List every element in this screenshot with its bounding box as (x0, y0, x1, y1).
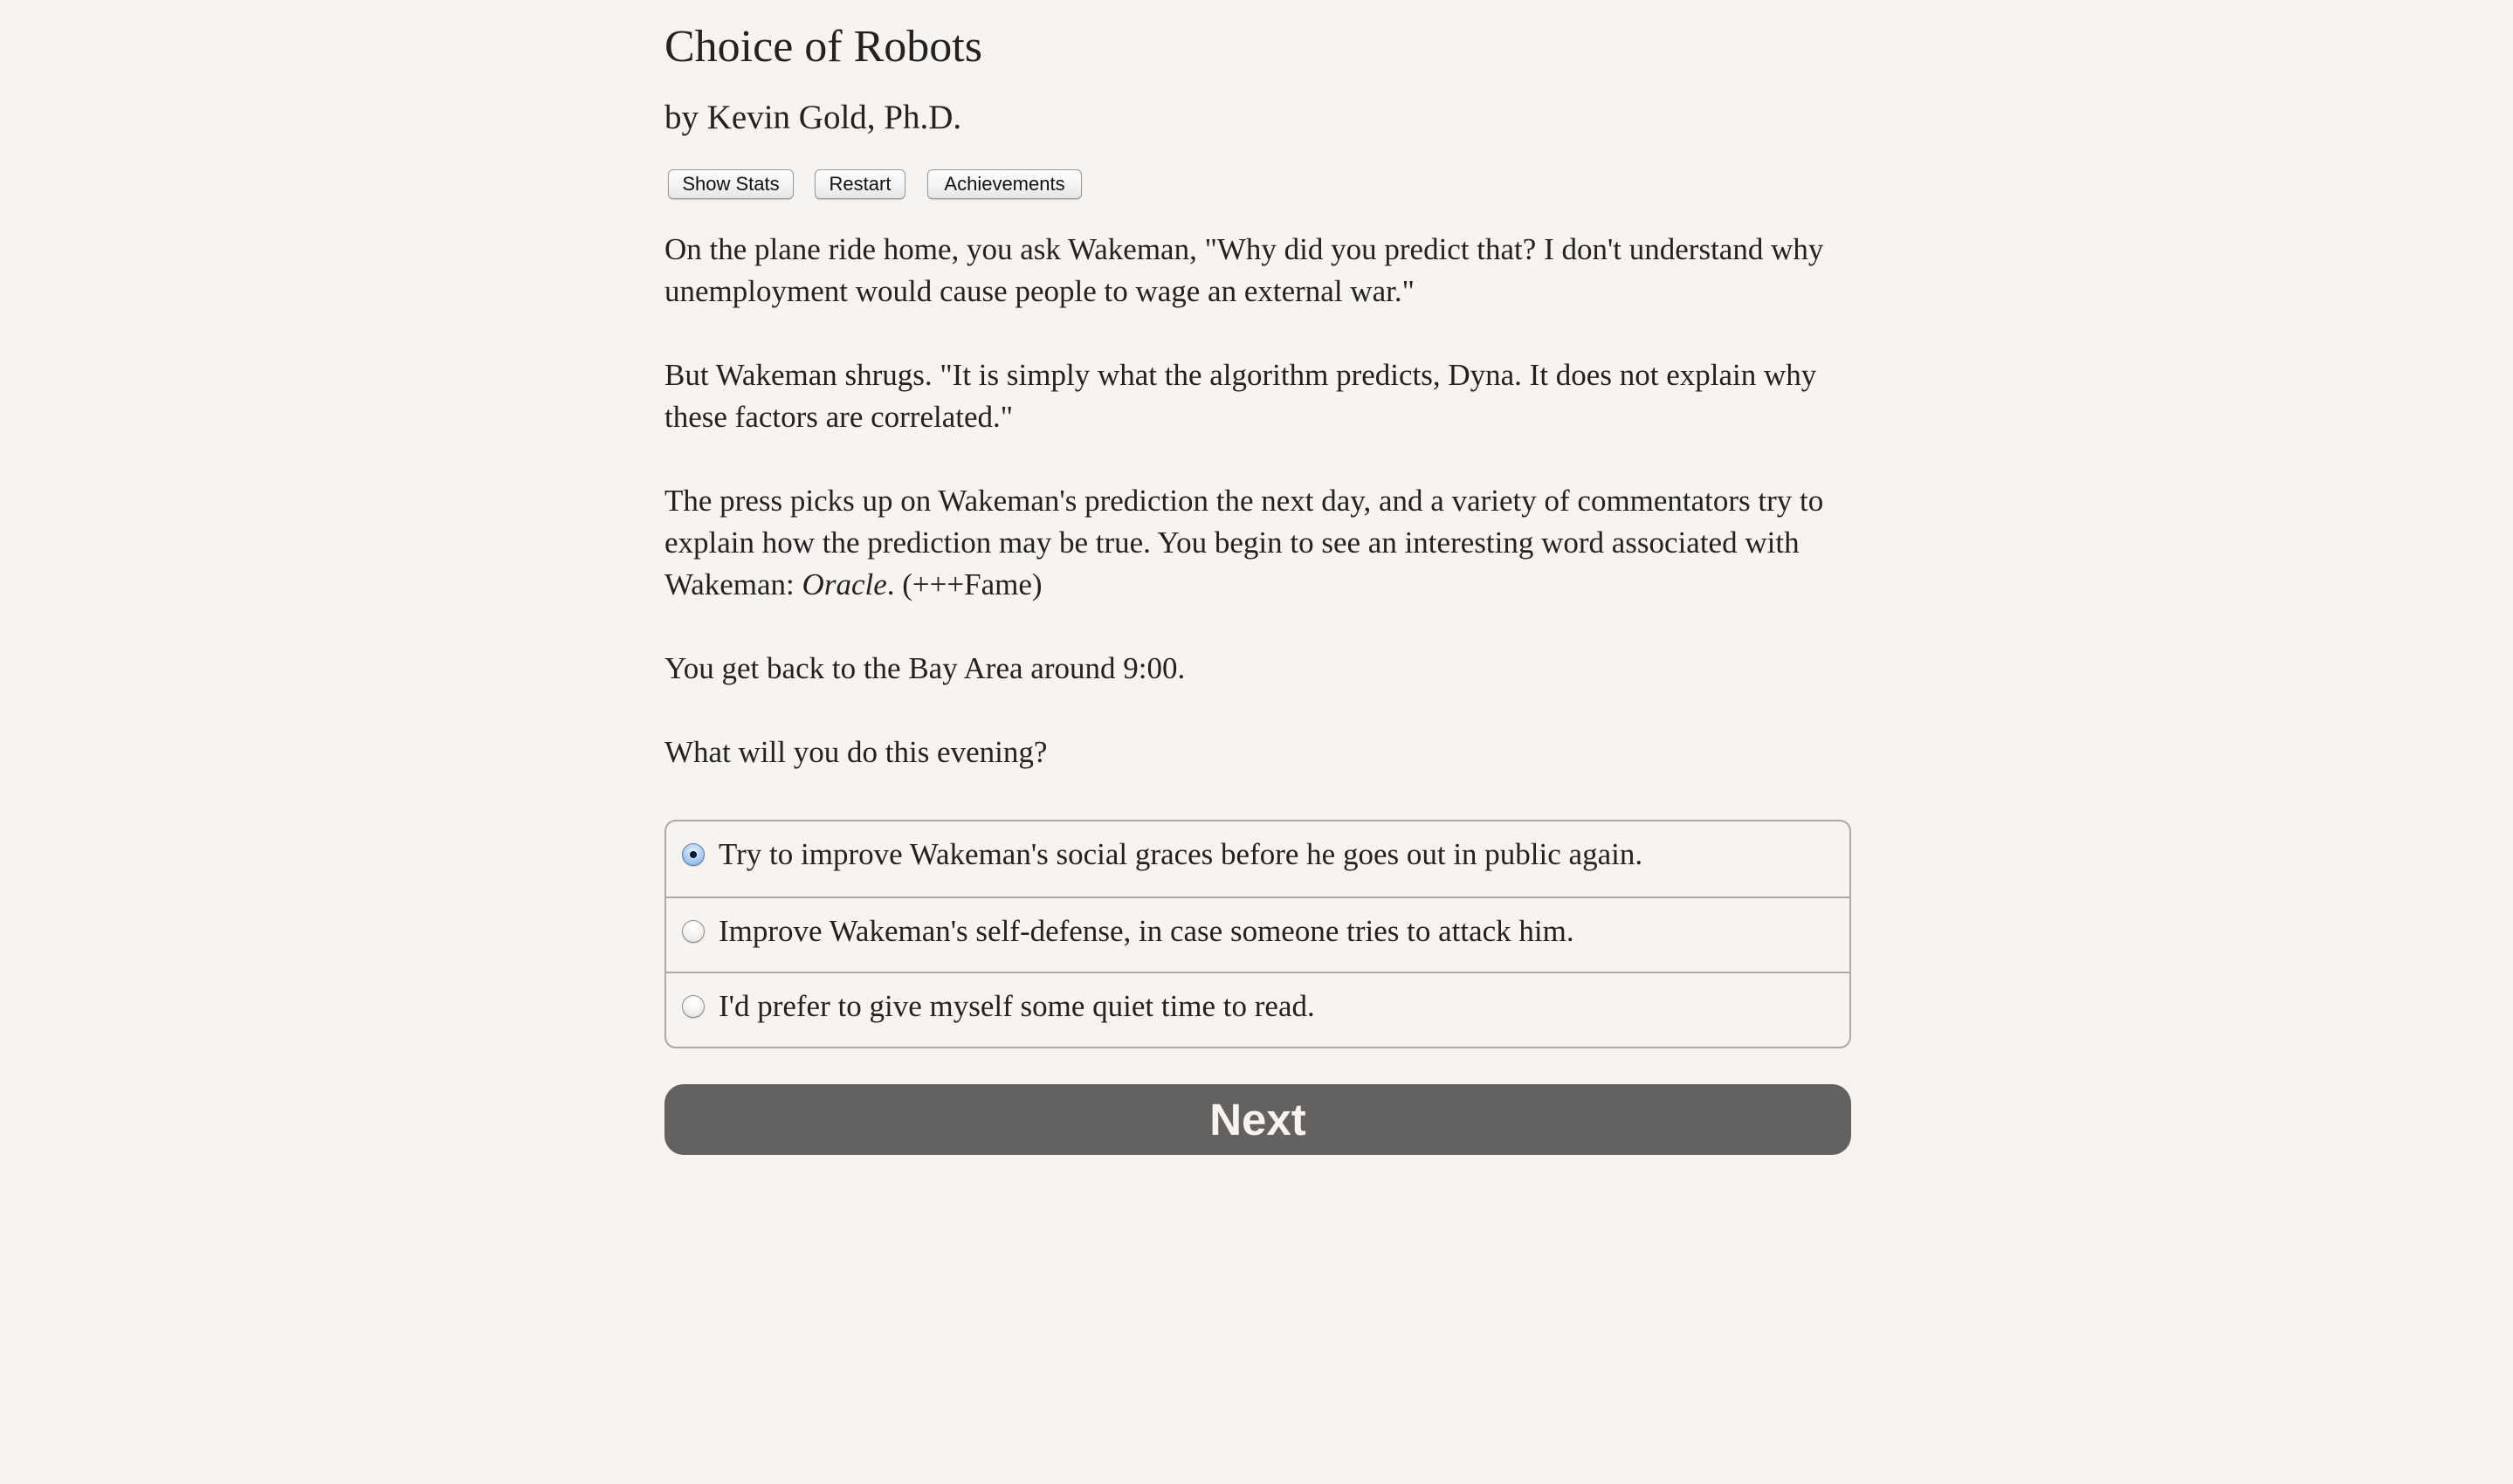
choice-option[interactable] (666, 972, 1849, 1047)
oracle-emphasis: Oracle (802, 567, 887, 601)
story-line-with-emphasis (664, 564, 1887, 606)
story-line: What will you do this evening? (664, 735, 1048, 769)
story-paragraph (664, 648, 1887, 690)
story-line: On the plane ride home, you ask Wakeman, "Why did you predict that? I don't understand why (664, 232, 1824, 266)
fame-stat-change: . (+++Fame) (886, 567, 1043, 601)
choice-label: Try to improve Wakeman's social graces before he goes out in public again. (719, 837, 1643, 871)
game-title: Choice of Robots (664, 22, 982, 72)
choice-option[interactable] (666, 821, 1849, 897)
choice-label: I'd prefer to give myself some quiet time to read. (719, 989, 1315, 1023)
choice-prompt (664, 732, 1887, 773)
achievements-button[interactable]: Achievements (927, 169, 1082, 199)
story-line: You get back to the Bay Area around 9:00. (664, 651, 1186, 685)
choice-option[interactable] (666, 897, 1849, 972)
story-line: The press picks up on Wakeman's prediction the next day, and a variety of commentators try to (664, 484, 1824, 518)
story-line: these factors are correlated." (664, 400, 1014, 434)
story-paragraph (664, 354, 1887, 438)
next-button[interactable]: Next (664, 1084, 1851, 1155)
choice-label: Improve Wakeman's self-defense, in case someone tries to attack him. (719, 914, 1574, 948)
story-paragraph (664, 480, 1887, 606)
choice-list (664, 820, 1851, 1048)
story-line: unemployment would cause people to wage an external war." (664, 274, 1415, 308)
radio-button-icon[interactable] (682, 843, 705, 866)
show-stats-button[interactable]: Show Stats (668, 169, 794, 199)
story-line: But Wakeman shrugs. "It is simply what the algorithm predicts, Dyna. It does not explain why (664, 358, 1817, 392)
story-paragraph (664, 229, 1887, 313)
restart-button[interactable]: Restart (815, 169, 905, 199)
story-line: explain how the prediction may be true. You begin to see an interesting word associated with (664, 526, 1800, 560)
story-text (664, 229, 1887, 815)
game-author: by Kevin Gold, Ph.D. (664, 99, 962, 136)
radio-button-icon[interactable] (682, 995, 705, 1018)
story-text-segment: Wakeman: (664, 567, 802, 601)
radio-button-icon[interactable] (682, 920, 705, 943)
